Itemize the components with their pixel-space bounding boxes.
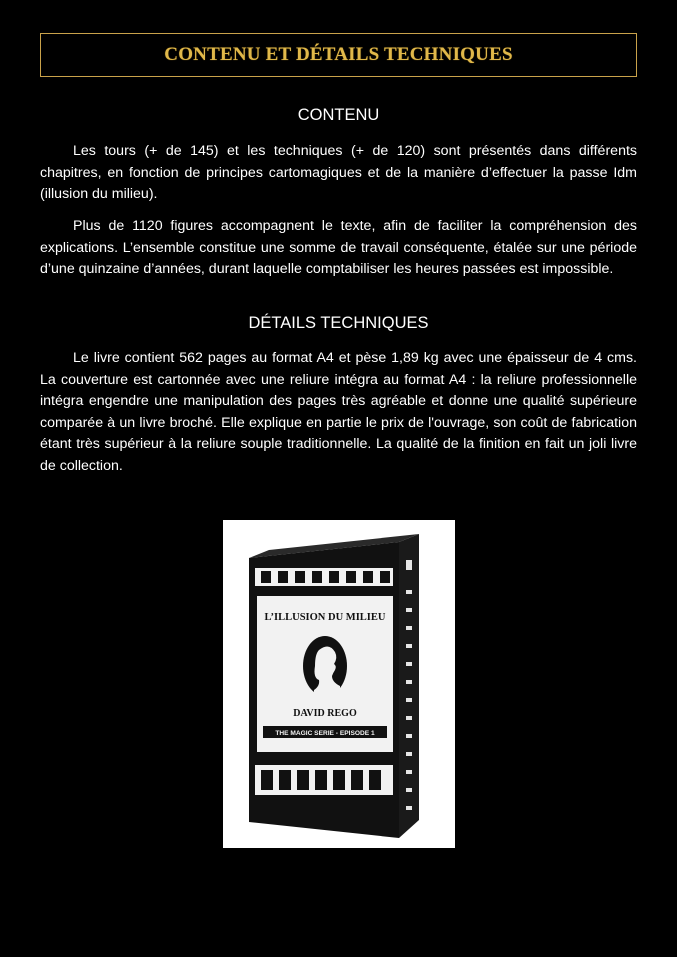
contenu-paragraph-1: Les tours (+ de 145) et les techniques (+ de 120) sont présentés dans différents chapitres, en fonction de principes cartomagiques et de la manière d’effectuer la passe Idm (illusion du milieu).: [40, 143, 637, 202]
contenu-paragraph-2: Plus de 1120 figures accompagnent le texte, afin de faciliter la compréhension des explications. L’ensemble constitue une somme de travail conséquente, étalée sur une période d’une quinzaine d’années, durant laquelle comptabiliser les heures passées est impossible.: [40, 218, 637, 277]
film-strip-bottom: [255, 760, 393, 800]
details-paragraph-1: Le livre contient 562 pages au format A4 et pèse 1,89 kg avec une épaisseur de 4 cms. La couverture est cartonnée avec une reliure intégra au format A4 : la reliure professionnelle intégra engendre une manipulation des pages très agréable et donne une qualité supérieure comparée à un livre broché. Elle explique en partie le prix de l'ouvrage, son coût de fabrication étant très supérieur à la reliure souple traditionnelle. La qualité de la finition en fait un joli livre de collection.: [40, 350, 637, 474]
cover-series: THE MAGIC SERIE - EPISODE 1: [275, 730, 375, 737]
book-spine: [399, 534, 419, 838]
book-image: [223, 520, 455, 848]
cover-title: L’ILLUSION DU MILIEU: [264, 612, 386, 623]
section-title-details: DÉTAILS TECHNIQUES: [248, 314, 429, 332]
page-title: CONTENU ET DÉTAILS TECHNIQUES: [164, 44, 513, 65]
cover-author: DAVID REGO: [293, 708, 357, 719]
page-header: [40, 33, 637, 77]
film-strip-top: [255, 564, 393, 590]
book-illustration: [223, 520, 455, 848]
section-title-contenu: CONTENU: [297, 106, 380, 124]
